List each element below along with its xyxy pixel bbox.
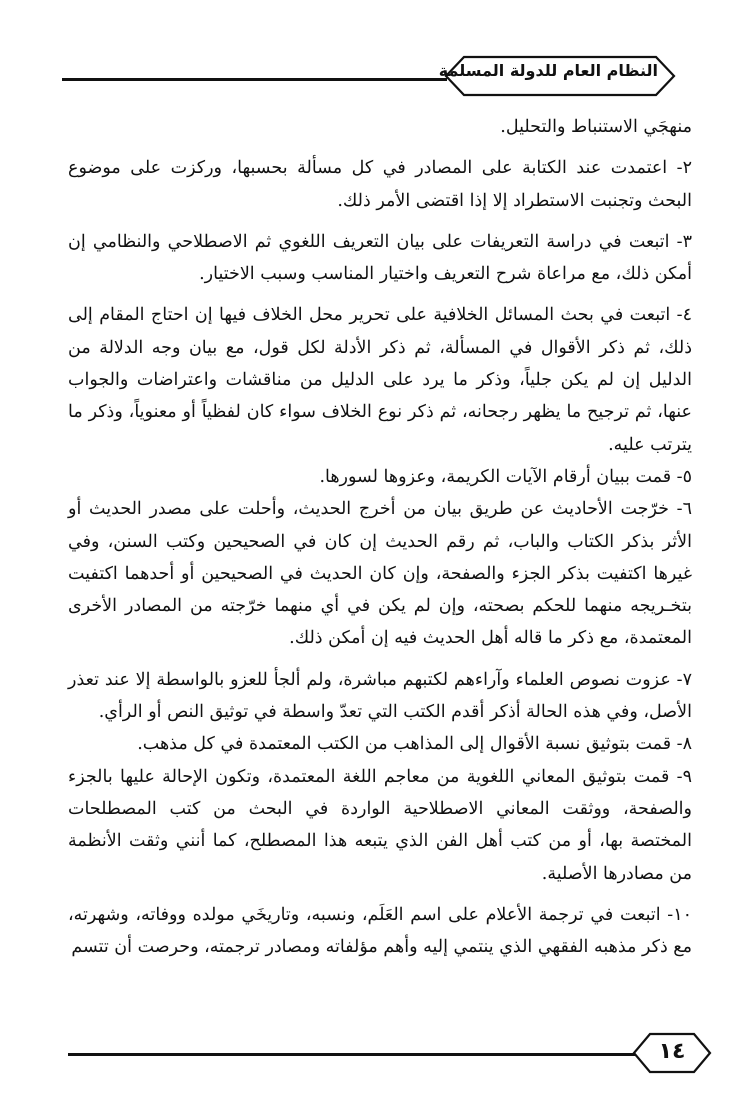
paragraph-item-8: ٨- قمت بتوثيق نسبة الأقوال إلى المذاهب من الكتب المعتمدة في كل مذهب.: [137, 734, 692, 755]
paragraph-item-10: ١٠- اتبعت في ترجمة الأعلام على اسم العَلَم، ونسبه، وتاريخَي مولده ووفاته، وشهرته، مع ذكر مذهبه الفقهي الذي ينتمي إليه وأهم مؤلفاته ومصادر ترجمته، وحرصت أن تتسم: [68, 904, 692, 958]
page-body-text: [68, 111, 692, 963]
running-header-title: النظام العام للدولة المسلمة: [438, 61, 658, 80]
footer-rule: [68, 1053, 640, 1056]
header-title-tag: [438, 53, 676, 99]
paragraph-item-9: ٩- قمت بتوثيق المعاني اللغوية من معاجم اللغة المعتمدة، وتكون الإحالة عليها بالجزء والصفحة، ووثقت المعاني الاصطلاحية الواردة في البحث من كتب المصطلحات المختصة بها، أو من كتب أهل الفن الذي يتبعه هذا المصطلح، كما أنني وثقت الأنظمة من مصادرها الأصلية.: [68, 766, 692, 884]
paragraph-item-2: ٢- اعتمدت عند الكتابة على المصادر في كل مسألة بحسبها، وركزت على موضوع البحث وتجنبت الاستطراد إلا إذا اقتضى الأمر ذلك.: [68, 158, 692, 211]
paragraph-item-7: ٧- عزوت نصوص العلماء وآراءهم لكتبهم مباشرة، ولم ألجأ للعزو بالواسطة إلا عند تعذر الأصل، وفي هذه الحالة أذكر أقدم الكتب التي تعدّ واسطة في توثيق النص أو الرأي.: [68, 669, 692, 723]
paragraph-continuation: منهجَي الاستنباط والتحليل.: [500, 117, 692, 137]
paragraph-item-5: ٥- قمت ببيان أرقام الآيات الكريمة، وعزوها لسورها.: [319, 466, 692, 487]
page-number-badge: [632, 1031, 712, 1075]
paragraph-item-6: ٦- خرّجت الأحاديث عن طريق بيان من أخرج الحديث، وأحلت على مصدر الحديث أو الأثر بذكر الكتاب والباب، ثم رقم الحديث إن كان في الصحيحين وكتب السنن، وفي غيرها اكتفيت بذكر الجزء والصفحة، وإن كان الحديث في الصحيحين أو أحدهما اكتفيت بتخـريجه منهما للحكم بصحته، وإن لم يكن في أي منهما خرّجته من المصادر الأخرى المعتمدة، مع ذكر ما قاله أهل الحديث فيه إن أمكن ذلك.: [68, 499, 692, 649]
paragraph-item-4: ٤- اتبعت في بحث المسائل الخلافية على تحرير محل الخلاف فيها إن احتاج المقام إلى ذلك، ثم ذكر الأقوال في المسألة، ثم ذكر الأدلة لكل قول، مع بيان وجه الدلالة من الدليل إن لم يكن جلياً، وذكر ما يرد على الدليل من مناقشات واعتراضات والجواب عنها، ثم ترجيح ما يظهر رجحانه، ثم ذكر نوع الخلاف سواء كان لفظياً أو معنوياً، وذكر ما يترتب عليه.: [68, 305, 692, 455]
page-number: ١٤: [658, 1039, 686, 1064]
paragraph-item-3: ٣- اتبعت في دراسة التعريفات على بيان التعريف اللغوي ثم الاصطلاحي والنظامي إن أمكن ذلك، مع مراعاة شرح التعريف واختيار المناسب وسبب الاختيار.: [68, 231, 692, 285]
header-rule: [62, 78, 447, 81]
